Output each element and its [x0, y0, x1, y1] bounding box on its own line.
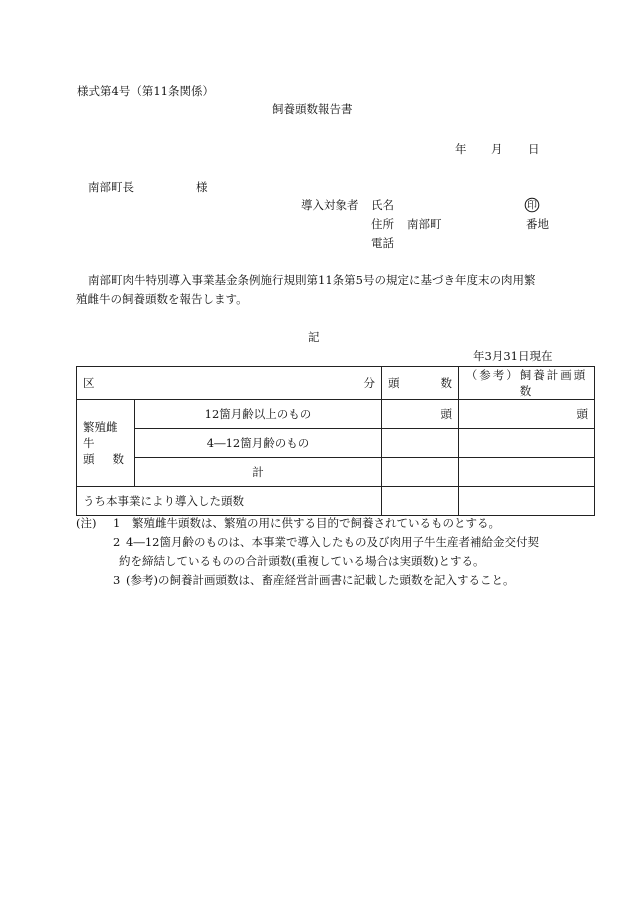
body-line-2: 殖雌牛の飼養頭数を報告します。 — [76, 292, 248, 306]
footer-count-cell[interactable] — [382, 487, 459, 516]
header-kubun: 区 分 — [77, 367, 382, 400]
row-label: 計 — [135, 458, 382, 487]
ki-label: 記 — [308, 330, 320, 344]
row-label: 4―12箇月齢のもの — [135, 429, 382, 458]
table-footer-row — [77, 487, 595, 516]
footer-label: うち本事業により導入した頭数 — [77, 487, 382, 516]
table-header-row — [77, 367, 595, 400]
table-row — [77, 429, 595, 458]
notes-label: (注) — [76, 516, 97, 530]
as-of-date: 年3月31日現在 — [473, 349, 553, 363]
applicant-label: 導入対象者 — [301, 198, 359, 212]
note-2-text: 4―12箇月齢のものは、本事業で導入したもの及び肉用子牛生産者補給金交付契 — [126, 535, 539, 549]
header-plan: （参考）飼養計画頭数 — [459, 367, 595, 400]
seal-icon — [524, 197, 540, 213]
note-3-number: 3 — [113, 573, 121, 587]
form-number: 様式第4号（第11条関係） — [77, 84, 214, 98]
address-suffix: 番地 — [526, 217, 549, 231]
town-head: 南部町長 — [88, 180, 134, 194]
date-month: 月 — [491, 142, 503, 156]
note-3-text: (参考)の飼養計画頭数は、畜産経営計画書に記載した頭数を記入すること。 — [126, 573, 515, 587]
body-line-1: 南部町肉牛特別導入事業基金条例施行規則第11条第5号の規定に基づき年度末の肉用繁 — [88, 273, 536, 287]
header-tousuu: 頭 数 — [382, 367, 459, 400]
livestock-table — [76, 366, 595, 516]
row-label: 12箇月齢以上のもの — [135, 400, 382, 429]
row-plan-cell[interactable] — [459, 429, 595, 458]
phone-label: 電話 — [371, 236, 394, 250]
note-2-text-cont: 約を締結しているものの合計頭数(重複している場合は実頭数)とする。 — [119, 554, 485, 568]
note-1-number: 1 — [113, 516, 121, 530]
row-plan-cell[interactable]: 頭 — [459, 400, 595, 429]
addressee — [88, 180, 208, 194]
name-label: 氏名 — [371, 198, 394, 212]
document-title: 飼養頭数報告書 — [272, 102, 353, 116]
date-year: 年 — [455, 142, 467, 156]
seal-text: 印 — [527, 200, 537, 212]
date-line — [455, 142, 540, 156]
note-2-number: 2 — [113, 535, 121, 549]
group-label: 繁殖雌牛 頭 数 — [77, 400, 135, 487]
row-count-cell[interactable] — [382, 429, 459, 458]
table-row — [77, 400, 595, 429]
address-town: 南部町 — [407, 217, 442, 231]
footer-plan-cell[interactable] — [459, 487, 595, 516]
table-row — [77, 458, 595, 487]
honorific: 様 — [196, 180, 208, 194]
row-plan-cell[interactable] — [459, 458, 595, 487]
row-count-cell[interactable] — [382, 458, 459, 487]
row-count-cell[interactable]: 頭 — [382, 400, 459, 429]
date-day: 日 — [528, 142, 540, 156]
note-1-text: 繁殖雌牛頭数は、繁殖の用に供する目的で飼養されているものとする。 — [132, 516, 500, 530]
address-label: 住所 — [371, 217, 394, 231]
